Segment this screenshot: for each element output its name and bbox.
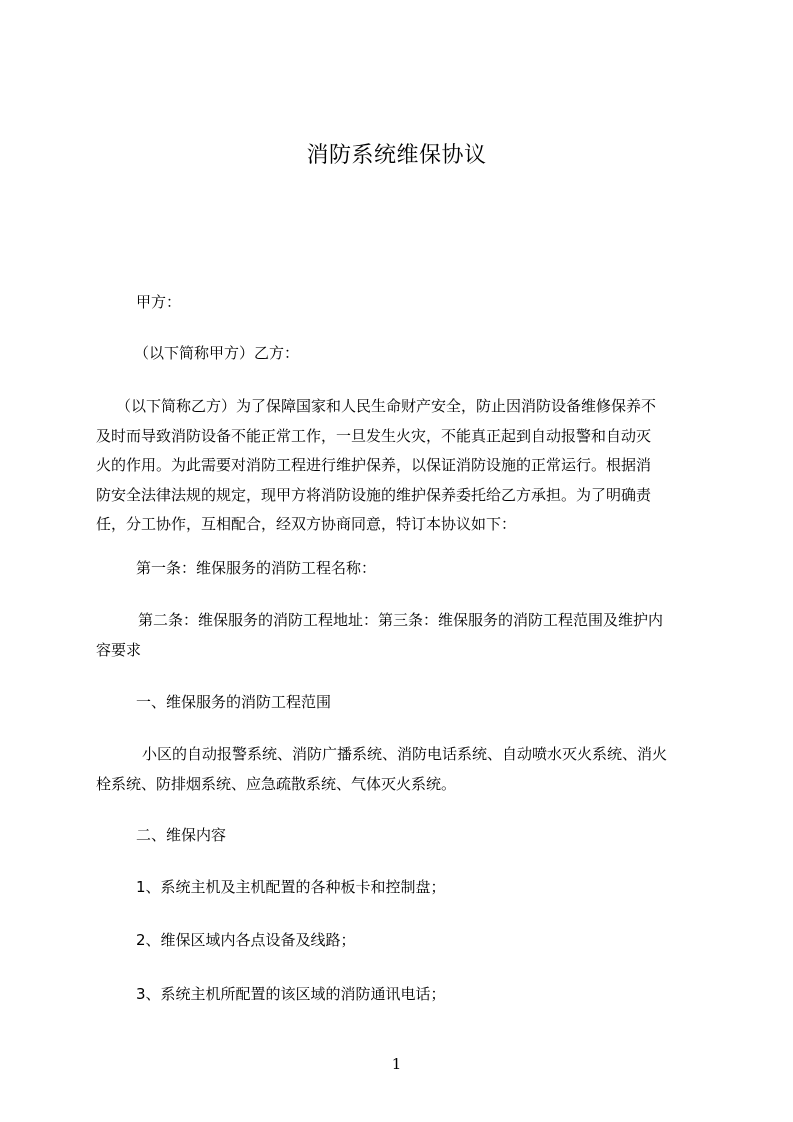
paragraph-line: 二、维保内容 <box>136 826 227 844</box>
paragraph-article-2-3 <box>96 606 700 665</box>
paragraph-line: 一、维保服务的消防工程范围 <box>136 693 332 711</box>
paragraph-line: 栓系统、防排烟系统、应急疏散系统、气体灭火系统。 <box>96 774 457 793</box>
list-item <box>96 873 700 903</box>
paragraph-line: 3、系统主机所配置的该区域的消防通讯电话； <box>136 985 446 1003</box>
paragraph-party-a <box>96 288 700 318</box>
paragraph-party-b <box>96 339 700 369</box>
paragraph-article-1 <box>96 554 700 584</box>
paragraph-line: （以下简称乙方）为了保障国家和人民生命财产安全，防止因消防设备维修保养不 <box>116 397 657 415</box>
paragraph-line: 防安全法律法规的规定，现甲方将消防设施的维护保养委托给乙方承担。为了明确责 <box>96 485 652 504</box>
document-title: 消防系统维保协议 <box>306 143 487 168</box>
paragraph-line: 及时而导致消防设备不能正常工作，一旦发生火灾，不能真正起到自动报警和自动灭 <box>96 426 652 445</box>
section-heading-scope <box>96 688 700 718</box>
paragraph-line: （以下简称甲方）乙方： <box>134 344 300 362</box>
paragraph-line: 火的作用。为此需要对消防工程进行维护保养，以保证消防设施的正常运行。根据消 <box>96 456 652 474</box>
page-number: 1 <box>391 1055 402 1073</box>
paragraph-line: 1、系统主机及主机配置的各种板卡和控制盘； <box>136 878 446 896</box>
paragraph-intro <box>96 392 700 540</box>
paragraph-line: 小区的自动报警系统、消防广播系统、消防电话系统、自动喷水灭火系统、消火 <box>142 745 668 763</box>
list-item <box>96 980 700 1010</box>
paragraph-line: 第二条：维保服务的消防工程地址：第三条：维保服务的消防工程范围及维护内 <box>138 611 664 629</box>
paragraph-line: 甲方： <box>136 293 182 311</box>
section-heading-content <box>96 821 700 851</box>
paragraph-line: 容要求 <box>96 640 142 659</box>
paragraph-line: 2、维保区域内各点设备及线路； <box>136 931 356 949</box>
paragraph-line: 第一条：维保服务的消防工程名称： <box>136 559 377 577</box>
list-item <box>96 926 700 956</box>
paragraph-systems <box>96 740 700 799</box>
paragraph-line: 任，分工协作，互相配合，经双方协商同意，特订本协议如下： <box>96 515 517 533</box>
